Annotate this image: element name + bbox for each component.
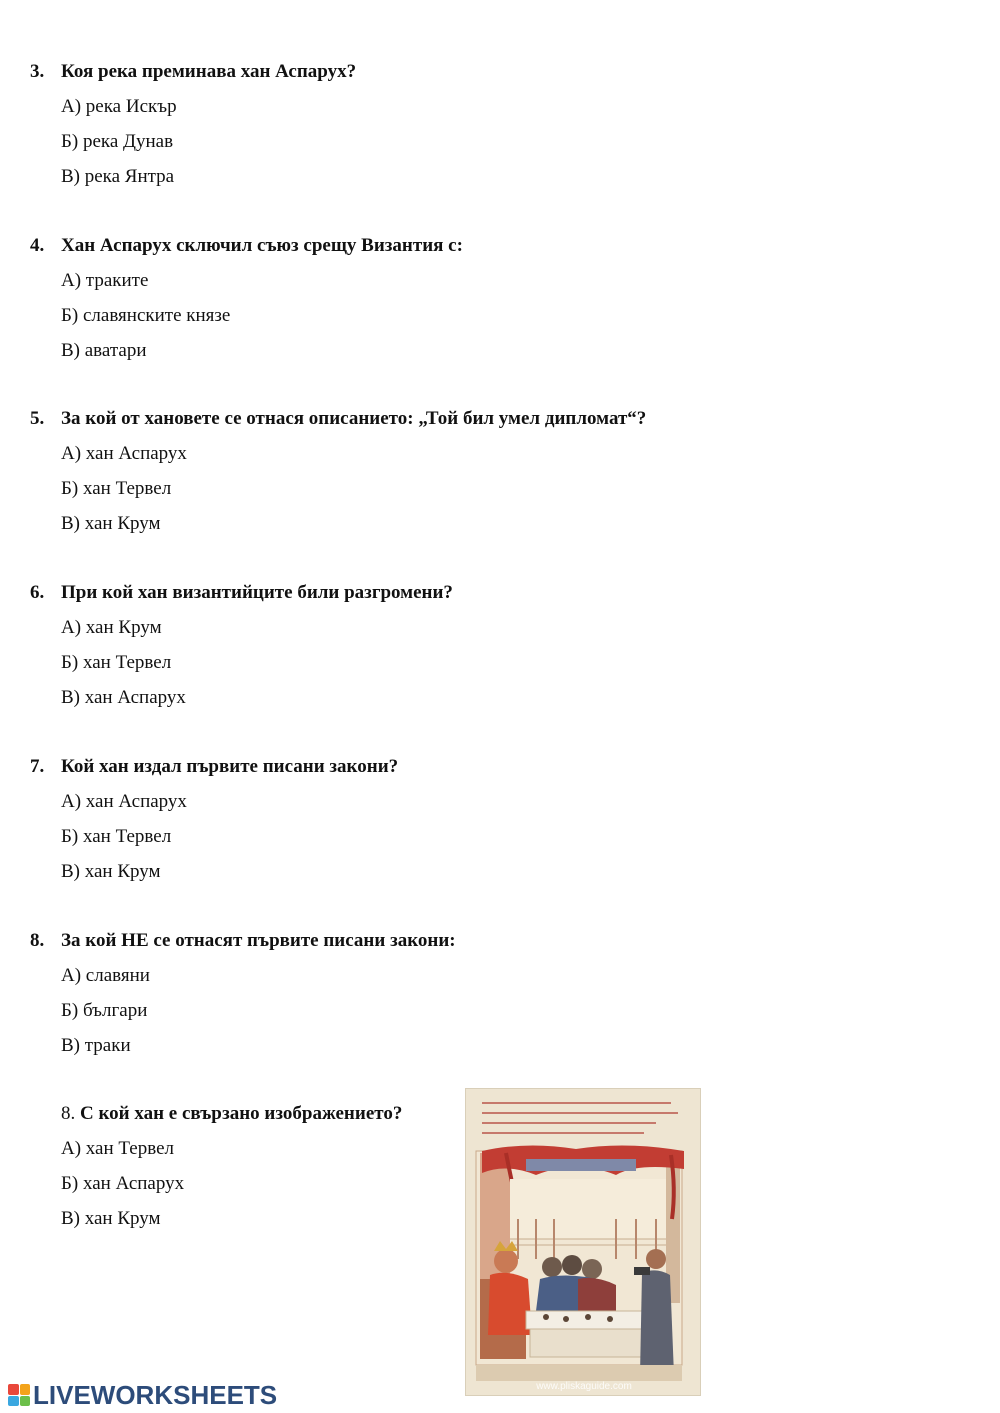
option-a[interactable]: А) славяни — [61, 965, 150, 986]
question-text: При кой хан византийците били разгромени? — [61, 582, 453, 603]
question-text: Хан Аспарух сключил съюз срещу Византия с: — [61, 235, 463, 256]
question-4 — [30, 234, 730, 363]
question-number: 6. — [30, 582, 45, 603]
option-b[interactable]: Б) хан Тервел — [61, 478, 172, 499]
question-number: 3. — [30, 61, 45, 82]
question-8 — [30, 929, 730, 1058]
question-title — [30, 60, 730, 84]
image-watermark: www.pliskaguide.com — [536, 1381, 632, 1392]
option-b[interactable]: Б) хан Тервел — [61, 652, 172, 673]
question-number: 8. — [30, 930, 45, 951]
option-a[interactable]: А) хан Крум — [61, 617, 162, 638]
question-7 — [30, 755, 730, 884]
question-title — [30, 929, 730, 953]
options-list — [30, 616, 730, 710]
question-5 — [30, 407, 730, 536]
option-c[interactable]: В) аватари — [61, 340, 147, 361]
option-c[interactable]: В) хан Крум — [61, 1208, 161, 1229]
option-c[interactable]: В) траки — [61, 1035, 131, 1056]
manuscript-miniature-icon — [466, 1089, 700, 1395]
options-list — [30, 269, 730, 363]
question-number: 4. — [30, 235, 45, 256]
question-text: За кой от хановете се отнася описанието: „Той бил умел дипломат“? — [61, 408, 647, 429]
question-title — [30, 407, 730, 431]
question-number: 8. — [61, 1103, 76, 1124]
options-list — [30, 95, 730, 189]
option-b[interactable]: Б) хан Тервел — [61, 826, 172, 847]
option-c[interactable]: В) река Янтра — [61, 166, 175, 187]
question-number: 7. — [30, 756, 45, 777]
question-number: 5. — [30, 408, 45, 429]
question-title — [30, 234, 730, 258]
options-list — [30, 442, 730, 536]
logo-text: LIVEWORKSHEETS — [33, 1380, 278, 1410]
options-list — [30, 790, 730, 884]
option-b[interactable]: Б) хан Аспарух — [61, 1173, 185, 1194]
logo-mark-icon — [8, 1384, 30, 1406]
option-a[interactable]: А) траките — [61, 270, 149, 291]
option-a[interactable]: А) хан Аспарух — [61, 791, 187, 812]
liveworksheets-logo — [8, 1380, 277, 1410]
option-b[interactable]: Б) славянските князе — [61, 305, 231, 326]
option-b[interactable]: Б) българи — [61, 1000, 148, 1021]
option-a[interactable]: А) хан Тервел — [61, 1138, 174, 1159]
option-c[interactable]: В) хан Аспарух — [61, 687, 186, 708]
option-a[interactable]: А) река Искър — [61, 96, 177, 117]
manuscript-miniature-image — [466, 1089, 700, 1395]
question-text: Кой хан издал първите писани закони? — [61, 756, 399, 777]
question-text: За кой НЕ се отнасят първите писани закони: — [61, 930, 456, 951]
option-a[interactable]: А) хан Аспарух — [61, 443, 187, 464]
options-list — [30, 964, 730, 1058]
option-c[interactable]: В) хан Крум — [61, 861, 161, 882]
option-b[interactable]: Б) река Дунав — [61, 131, 174, 152]
question-text: С кой хан е свързано изображението? — [80, 1103, 403, 1124]
question-title — [30, 755, 730, 779]
question-3 — [30, 60, 730, 189]
question-text: Коя река преминава хан Аспарух? — [61, 61, 357, 82]
option-c[interactable]: В) хан Крум — [61, 513, 161, 534]
question-title — [30, 581, 730, 605]
question-6 — [30, 581, 730, 710]
